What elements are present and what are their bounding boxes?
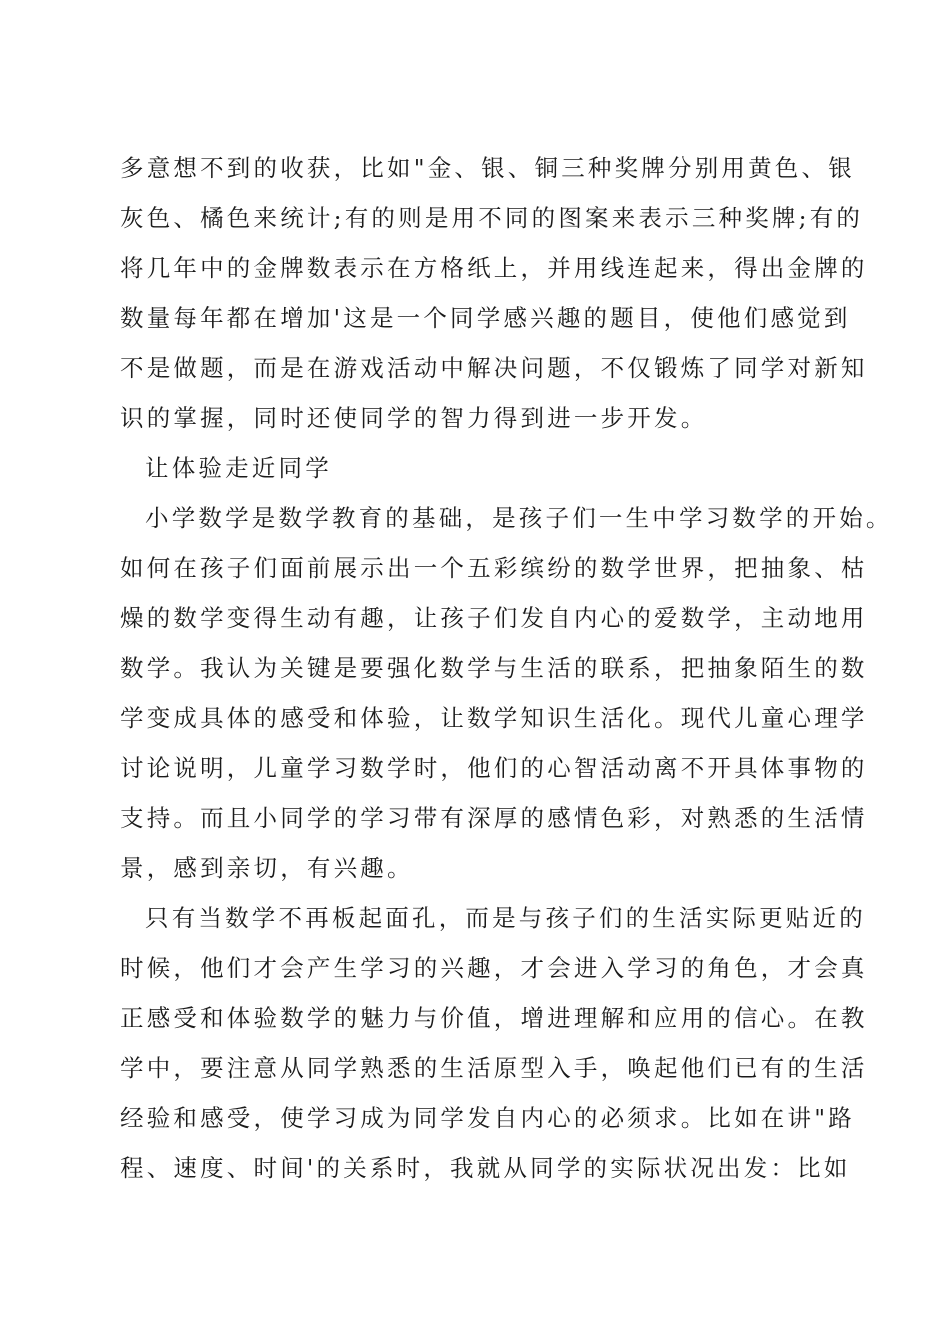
text-line: 讨论说明，儿童学习数学时，他们的心智活动离不开具体事物的 — [120, 754, 868, 782]
text-line: 学中，要注意从同学熟悉的生活原型入手，唤起他们已有的生活 — [120, 1054, 868, 1082]
text-line: 小学数学是数学教育的基础，是孩子们一生中学习数学的开始。 — [145, 504, 893, 532]
text-line: 不是做题，而是在游戏活动中解决问题，不仅锻炼了同学对新知 — [120, 354, 868, 382]
text-line: 将几年中的金牌数表示在方格纸上，并用线连起来，得出金牌的 — [120, 254, 868, 282]
text-line: 支持。而且小同学的学习带有深厚的感情色彩，对熟悉的生活情 — [120, 804, 868, 832]
text-line: 灰色、橘色来统计;有的则是用不同的图案来表示三种奖牌;有的 — [120, 204, 864, 232]
text-line: 只有当数学不再板起面孔，而是与孩子们的生活实际更贴近的 — [145, 904, 866, 932]
section-heading: 让体验走近同学 — [145, 454, 332, 482]
text-line: 学变成具体的感受和体验，让数学知识生活化。现代儿童心理学 — [120, 704, 868, 732]
text-line: 数学。我认为关键是要强化数学与生活的联系，把抽象陌生的数 — [120, 654, 868, 682]
text-line: 数量每年都在增加'这是一个同学感兴趣的题目，使他们感觉到 — [120, 304, 851, 332]
text-line: 正感受和体验数学的魅力与价值，增进理解和应用的信心。在教 — [120, 1004, 868, 1032]
text-line: 如何在孩子们面前展示出一个五彩缤纷的数学世界，把抽象、枯 — [120, 554, 868, 582]
text-line: 燥的数学变得生动有趣，让孩子们发自内心的爱数学，主动地用 — [120, 604, 868, 632]
text-line: 经验和感受，使学习成为同学发自内心的必须求。比如在讲"路 — [120, 1104, 855, 1132]
text-line: 景，感到亲切，有兴趣。 — [120, 854, 414, 882]
text-line: 多意想不到的收获，比如"金、银、铜三种奖牌分别用黄色、银 — [120, 154, 855, 182]
text-line: 程、速度、时间'的关系时，我就从同学的实际状况出发：比如 — [120, 1154, 851, 1182]
text-line: 识的掌握，同时还使同学的智力得到进一步开发。 — [120, 404, 708, 432]
text-line: 时候，他们才会产生学习的兴趣，才会进入学习的角色，才会真 — [120, 954, 868, 982]
